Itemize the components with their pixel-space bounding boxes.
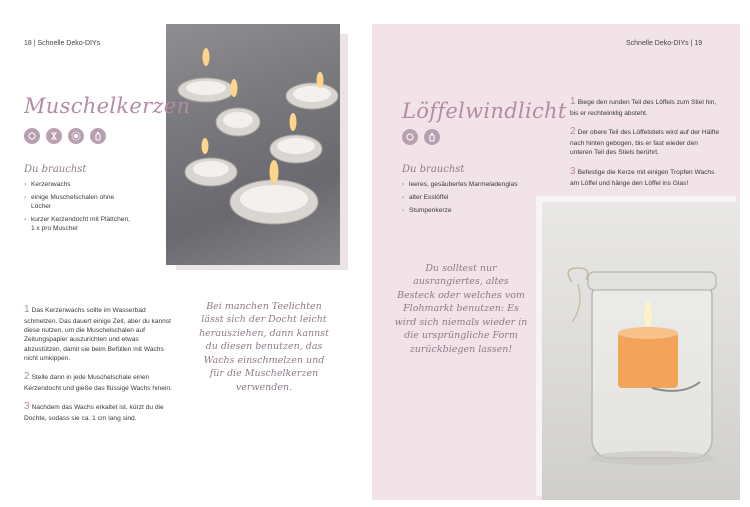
project-title: Löffelwindlicht: [402, 99, 567, 123]
step-number: 2: [24, 371, 30, 383]
step-text: Biege den runden Teil des Löffels zum Stiel hin, bis er rechtwinklig absteht.: [570, 99, 717, 117]
materials-list: [402, 181, 552, 220]
step-number: 1: [570, 96, 576, 107]
step-text: Der obere Teil des Löffelstiels wird auf der Hälfte nach hinten gebogen, bis er fast wieder den unteren Teil des Stiels berührt.: [570, 129, 720, 157]
page-header-left: 18 | Schnelle Deko-DIYs: [24, 40, 101, 47]
jar-lantern-illustration: [542, 202, 740, 500]
lamp-icon: [24, 128, 40, 144]
tip-quote: Bei manchen Teelichten lässt sich der Docht leicht herausziehen, dann kannst du diesen benutzen, das Wachs einschmelzen und für die Muschelkerzen verwenden.: [199, 301, 329, 393]
page-header-right: Schnelle Deko-DIYs | 19: [626, 40, 703, 47]
shell-candles-illustration: [166, 24, 340, 265]
step-text: Stelle dann in jede Muschelschale einen Kerzendocht und gieße das flüssige Wachs hinein.: [24, 374, 172, 393]
step-text: Nachdem das Wachs erkaltet ist, kürzt du die Dochte, sodass sie ca. 1 cm lang sind.: [24, 404, 164, 423]
difficulty-icons: [402, 129, 440, 145]
step-1: [24, 303, 174, 363]
you-need-label: Du brauchst: [24, 164, 87, 175]
material-item: › kurzer Kerzendocht mit Plättchen, 1 x pro Muschel: [24, 216, 134, 234]
step-3: [570, 165, 722, 188]
shell-candles-photo: [166, 24, 340, 265]
step-number: 3: [24, 401, 30, 413]
step-3: [24, 400, 174, 423]
tip-quote: Du solltest nur ausrangiertes, altes Besteck oder welches vom Flohmarkt benutzen: Es wird sich niemals wieder in die ursprüngliche Form zurückbiegen lassen!: [394, 263, 528, 355]
step-text: Befestige die Kerze mit einigen Tropfen Wachs am Löffel und hänge den Löffel ins Glas!: [570, 168, 715, 187]
instructions: [570, 95, 722, 195]
lamp-icon: [402, 129, 418, 145]
difficulty-icons: [24, 128, 106, 144]
instructions: [24, 303, 174, 431]
step-number: 1: [24, 304, 30, 315]
bottle-icon: [90, 128, 106, 144]
step-number: 2: [570, 126, 576, 138]
step-2: [570, 125, 722, 157]
material-item: › einige Muschelschalen ohne Löcher: [24, 194, 134, 212]
you-need-label: Du brauchst: [402, 164, 465, 175]
material-item: › alter Esslöffel: [402, 194, 552, 203]
material-item: › Kerzenwachs: [24, 181, 134, 190]
bottle-icon: [424, 129, 440, 145]
sun-flower-icon: [68, 128, 84, 144]
step-number: 3: [570, 165, 576, 177]
step-2: [24, 370, 174, 393]
jar-lantern-photo: [542, 202, 740, 500]
hourglass-icon: [46, 128, 62, 144]
materials-list: [24, 181, 134, 237]
left-page: [0, 0, 372, 507]
material-item: › Stumpenkerze: [402, 207, 552, 216]
step-text: Das Kerzenwachs sollte im Wasserbad schmelzen. Das dauert einige Zeit, aber du kannst diese nutzen, um die Muschelschalen auf Zeitungspapier auszurichten und etwas abzustützen, damit sie beim Befüllen mit Wachs nicht umkippen.: [24, 307, 171, 362]
project-title: Muschelkerzen: [24, 94, 191, 118]
step-1: [570, 95, 722, 118]
material-item: › leeres, gesäubertes Marmeladenglas: [402, 181, 552, 190]
